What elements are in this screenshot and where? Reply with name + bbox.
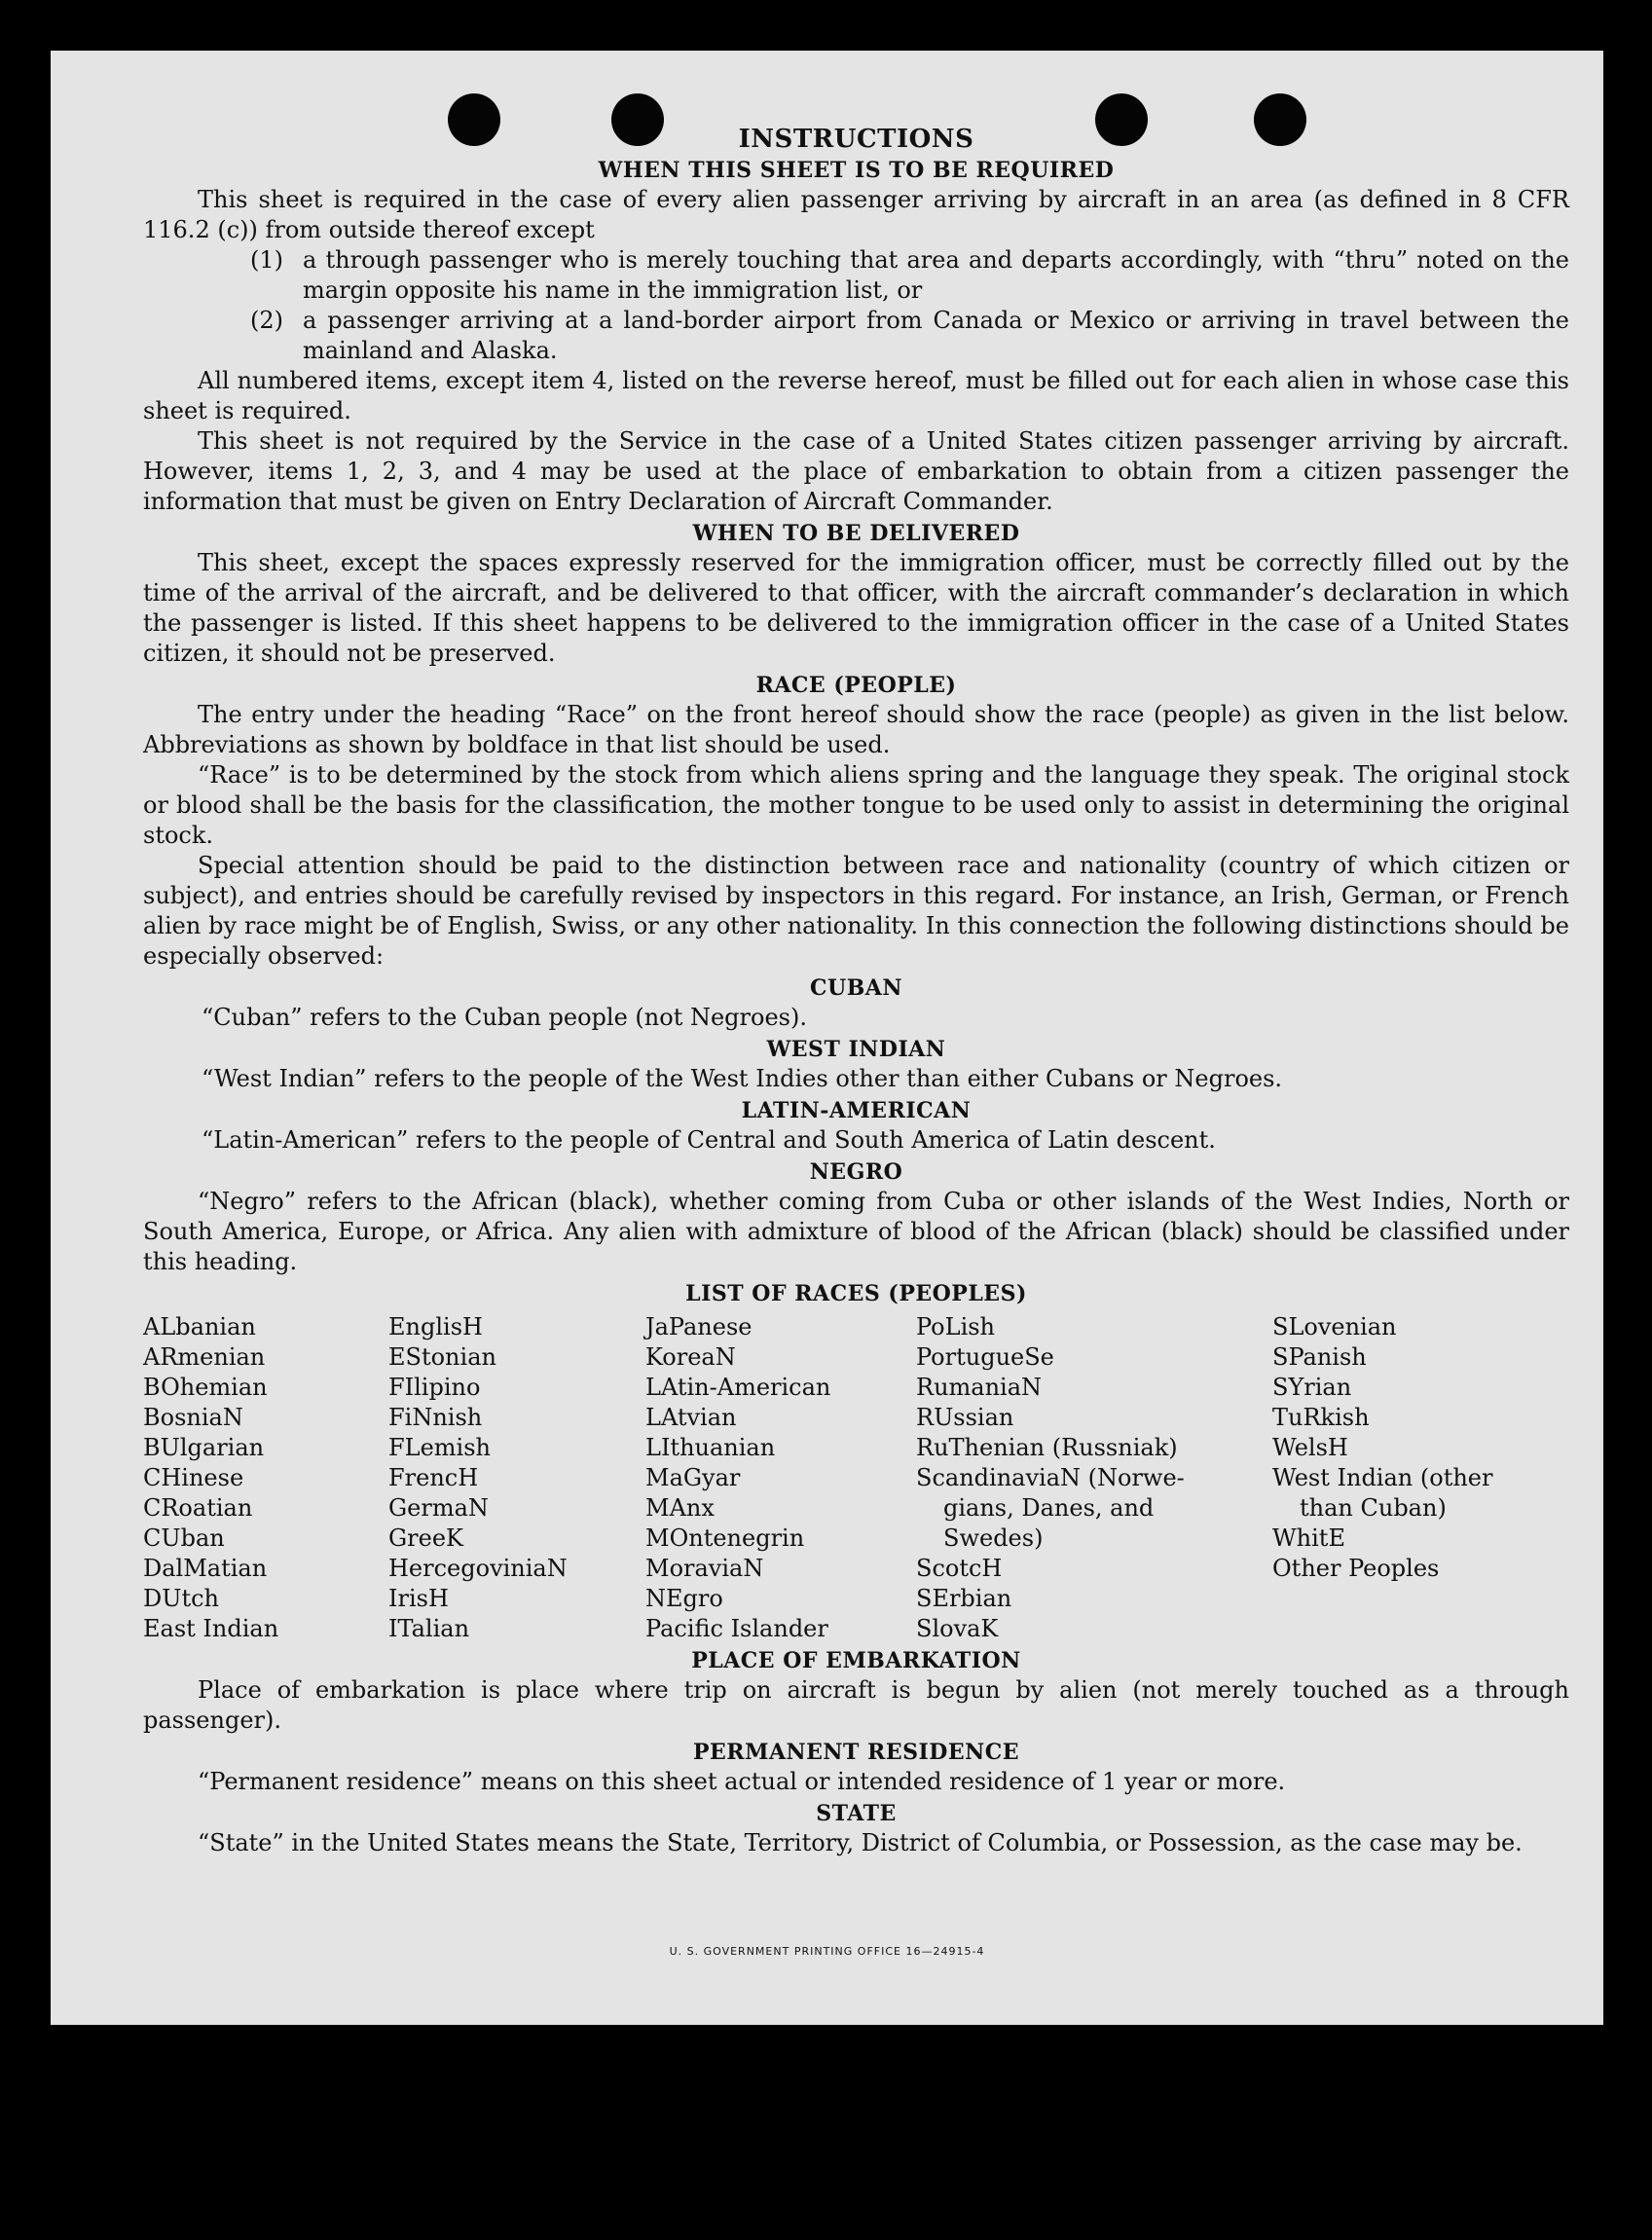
race-entry: GermaN: [388, 1494, 489, 1522]
race-entry: West Indian (other: [1272, 1464, 1493, 1491]
race-entry: EnglisH: [388, 1313, 483, 1340]
section-heading: WHEN THIS SHEET IS TO BE REQUIRED: [598, 158, 1115, 183]
list-item: (2) a passenger arriving at a land-border airport from Canada or Mexico or arriving in travel between the mainland and Alaska.: [250, 307, 1569, 364]
section-heading: RACE (PEOPLE): [755, 673, 957, 698]
race-entry: WhitE: [1272, 1524, 1345, 1552]
race-entry: SErbian: [916, 1585, 1012, 1612]
race-entry: EStonian: [388, 1343, 496, 1371]
race-entry: TuRkish: [1272, 1404, 1370, 1431]
race-entry: RUssian: [916, 1404, 1014, 1431]
race-entry: SYrian: [1272, 1374, 1352, 1401]
race-column: [916, 1312, 1272, 1644]
race-entry: BOhemian: [143, 1374, 268, 1401]
race-entry: ARmenian: [143, 1343, 266, 1371]
race-entry: Other Peoples: [1272, 1555, 1440, 1582]
race-entry: SLovenian: [1272, 1313, 1397, 1340]
race-entry: JaPanese: [645, 1313, 753, 1340]
race-entry: Pacific Islander: [645, 1615, 828, 1642]
race-entry: SlovaK: [916, 1615, 999, 1642]
paragraph: “Negro” refers to the African (black), whether coming from Cuba or other islands of the West Indies, North or South America, Europe, or Africa. Any alien with admixture of blood of the African (black) should be classified under this heading.: [143, 1188, 1569, 1275]
section-heading: PERMANENT RESIDENCE: [693, 1740, 1019, 1765]
paragraph: “State” in the United States means the State, Territory, District of Columbia, or Possession, as the case may be.: [198, 1829, 1523, 1856]
section-heading: LIST OF RACES (PEOPLES): [685, 1281, 1027, 1306]
race-entry: MOntenegrin: [645, 1524, 805, 1552]
race-column: [143, 1312, 388, 1644]
race-list: [143, 1312, 1569, 1644]
paragraph: “Race” is to be determined by the stock from which aliens spring and the language they speak. The original stock or blood shall be the basis for the classification, the mother tongue to be used only to assist in determining the original stock.: [143, 761, 1569, 849]
race-entry: DalMatian: [143, 1555, 268, 1582]
race-entry: GreeK: [388, 1524, 463, 1552]
paragraph: Place of embarkation is place where trip on aircraft is begun by alien (not merely touched as a through passenger).: [143, 1676, 1569, 1734]
section-heading: CUBAN: [810, 975, 902, 1001]
race-entry: MoraviaN: [645, 1555, 764, 1582]
race-entry: PoLish: [916, 1313, 996, 1340]
race-entry: RuThenian (Russniak): [916, 1434, 1178, 1461]
instructions-content: [143, 125, 1569, 1858]
race-column: [1272, 1312, 1564, 1644]
race-entry: FIlipino: [388, 1374, 481, 1401]
section-heading: STATE: [816, 1801, 897, 1826]
race-entry: DUtch: [143, 1585, 220, 1612]
race-entry: RumaniaN: [916, 1374, 1043, 1401]
race-entry: CHinese: [143, 1464, 244, 1491]
race-entry: BosniaN: [143, 1404, 243, 1431]
section-heading: LATIN-AMERICAN: [741, 1098, 972, 1123]
section-heading: WEST INDIAN: [766, 1037, 946, 1062]
race-entry: East Indian: [143, 1615, 279, 1642]
paragraph: This sheet is not required by the Service in the case of a United States citizen passenger arriving by aircraft. However, items 1, 2, 3, and 4 may be used at the place of embarkation to obtain from a citizen passenger the information that must be given on Entry Declaration of Aircraft Commander.: [143, 427, 1569, 515]
race-entry: FLemish: [388, 1434, 491, 1461]
document-sheet: [51, 51, 1603, 2025]
race-entry: PortugueSe: [916, 1343, 1054, 1371]
race-entry: MAnx: [645, 1494, 715, 1522]
paragraph: The entry under the heading “Race” on the front hereof should show the race (people) as given in the list below. Abbreviations as shown by boldface in that list should be used.: [143, 701, 1569, 758]
race-entry: NEgro: [645, 1585, 723, 1612]
race-entry: HercegoviniaN: [388, 1555, 568, 1582]
printer-imprint: U. S. GOVERNMENT PRINTING OFFICE 16—24915-4: [669, 1945, 985, 1958]
race-entry: CRoatian: [143, 1494, 253, 1522]
race-entry: ALbanian: [143, 1313, 256, 1340]
paragraph: This sheet is required in the case of every alien passenger arriving by aircraft in an area (as defined in 8 CFR 116.2 (c)) from outside thereof except: [143, 186, 1569, 243]
race-entry: SPanish: [1272, 1343, 1367, 1371]
definition: “West Indian” refers to the people of the West Indies other than either Cubans or Negroes.: [202, 1065, 1283, 1092]
race-entry: than Cuban): [1300, 1494, 1447, 1522]
race-entry: Swedes): [943, 1524, 1044, 1552]
section-heading: PLACE OF EMBARKATION: [691, 1648, 1021, 1673]
race-entry: ScandinaviaN (Norwe-: [916, 1464, 1185, 1491]
section-heading: WHEN TO BE DELIVERED: [692, 521, 1020, 546]
race-entry: ScotcH: [916, 1555, 1003, 1582]
race-entry: LIthuanian: [645, 1434, 776, 1461]
race-entry: ITalian: [388, 1615, 470, 1642]
race-entry: WelsH: [1272, 1434, 1348, 1461]
paragraph: This sheet, except the spaces expressly reserved for the immigration officer, must be correctly filled out by the time of the arrival of the aircraft, and be delivered to that officer, with the aircraft commander’s declaration in which the passenger is listed. If this sheet happens to be delivered to the immigration officer in the case of a United States citizen, it should not be preserved.: [143, 549, 1569, 667]
list-item: (1) a through passenger who is merely touching that area and departs accordingly, with “thru” noted on the margin opposite his name in the immigration list, or: [250, 246, 1569, 304]
race-entry: IrisH: [388, 1585, 449, 1612]
race-entry: KoreaN: [645, 1343, 736, 1371]
race-entry: CUban: [143, 1524, 225, 1552]
definition: “Latin-American” refers to the people of Central and South America of Latin descent.: [202, 1126, 1216, 1154]
race-entry: BUlgarian: [143, 1434, 265, 1461]
race-column: [388, 1312, 645, 1644]
race-entry: FrencH: [388, 1464, 479, 1491]
race-column: [645, 1312, 916, 1644]
paragraph: Special attention should be paid to the distinction between race and nationality (country of which citizen or subject), and entries should be carefully revised by inspectors in this regard. For instance, an Irish, German, or French alien by race might be of English, Swiss, or any other nationality. In this connection the following distinctions should be especially observed:: [143, 852, 1569, 970]
page-title: INSTRUCTIONS: [738, 125, 974, 154]
definition: “Cuban” refers to the Cuban people (not Negroes).: [202, 1004, 807, 1031]
paragraph: “Permanent residence” means on this sheet actual or intended residence of 1 year or more.: [198, 1768, 1286, 1795]
race-entry: FiNnish: [388, 1404, 483, 1431]
race-entry: LAtin-American: [645, 1374, 831, 1401]
paragraph: All numbered items, except item 4, listed on the reverse hereof, must be filled out for each alien in whose case this sheet is required.: [143, 367, 1569, 424]
section-heading: NEGRO: [809, 1159, 903, 1185]
race-entry: gians, Danes, and: [943, 1494, 1155, 1522]
race-entry: MaGyar: [645, 1464, 741, 1491]
race-entry: LAtvian: [645, 1404, 737, 1431]
